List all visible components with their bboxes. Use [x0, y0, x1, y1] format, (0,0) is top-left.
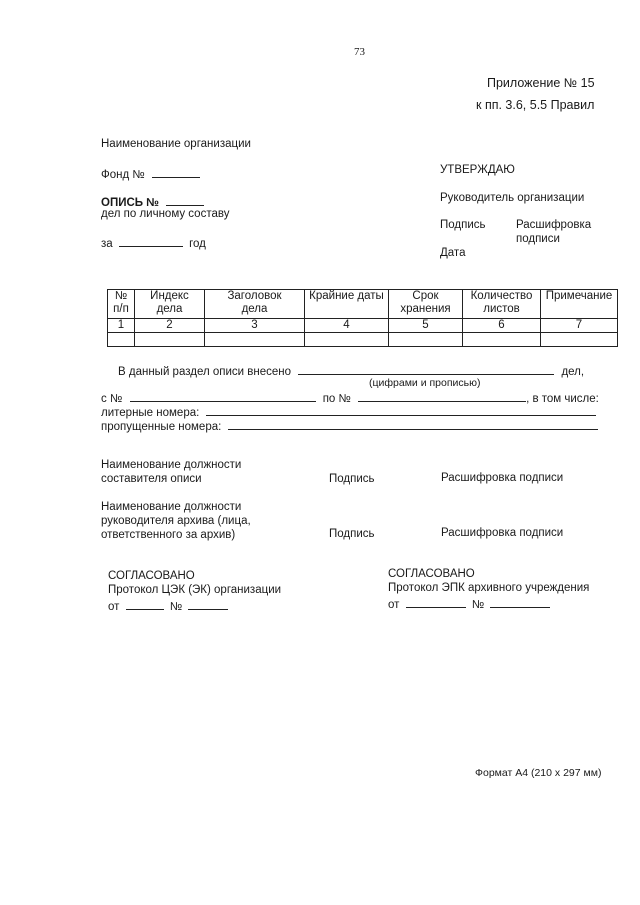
archive-head-line3: ответственного за архив): [101, 529, 236, 541]
table-cell: 3: [205, 319, 305, 333]
table-cell: 6: [463, 319, 541, 333]
agreed-left-date-field: [126, 598, 164, 610]
agreed-right-title: СОГЛАСОВАНО: [388, 568, 475, 580]
agreed-right-number-field: [490, 596, 550, 608]
table-cell: 4: [305, 319, 389, 333]
table-cell: [205, 333, 305, 347]
appendix-title: Приложение № 15: [487, 76, 595, 90]
agreed-left-title: СОГЛАСОВАНО: [108, 570, 195, 582]
header-case-title: Заголовок дела: [205, 290, 305, 319]
agreed-left-from-label: от: [108, 601, 120, 613]
archive-signature-label: Подпись: [329, 528, 375, 540]
compiler-position-line2: составителя описи: [101, 473, 202, 485]
table-cell: 2: [135, 319, 205, 333]
inventory-title: ОПИСЬ №: [101, 197, 160, 209]
approve-signature-label: Подпись: [440, 219, 486, 231]
letter-numbers-field: [206, 404, 596, 416]
missed-numbers-label: пропущенные номера:: [101, 421, 222, 433]
table-header-row: [108, 290, 618, 319]
entered-text: В данный раздел описи внесено: [118, 366, 292, 378]
table-cell: [541, 333, 618, 347]
table-cell: 1: [108, 319, 135, 333]
including-label: , в том числе:: [526, 393, 599, 405]
agreed-left-number-label: №: [169, 601, 183, 613]
table-cell: 5: [389, 319, 463, 333]
cases-word: дел,: [561, 366, 585, 378]
agreed-left-number-field: [188, 598, 228, 610]
from-label: с №: [101, 393, 123, 405]
inventory-subtitle: дел по личному составу: [101, 208, 230, 220]
organization-name-label: Наименование организации: [101, 138, 251, 150]
letter-numbers-label: литерные номера:: [101, 407, 200, 419]
agreed-right-date-line: [388, 596, 550, 613]
agreed-right-number-label: №: [471, 599, 485, 611]
approve-title: УТВЕРЖДАЮ: [440, 164, 515, 176]
missed-numbers-line: [101, 418, 598, 435]
compiler-decode-label: Расшифровка подписи: [441, 472, 564, 484]
year-line: [119, 235, 183, 247]
inventory-number-line: [166, 194, 204, 206]
header-storage-term: Срок хранения: [389, 290, 463, 319]
missed-numbers-field: [228, 418, 598, 430]
header-index: Индекс дела: [135, 290, 205, 319]
inventory-year-field: [101, 235, 206, 252]
fund-field: [101, 166, 200, 183]
archive-head-line2: руководителя архива (лица,: [101, 515, 251, 527]
compiler-position-line1: Наименование должности: [101, 459, 242, 471]
archive-head-line1: Наименование должности: [101, 501, 242, 513]
table-cell: [463, 333, 541, 347]
from-number-line: [130, 390, 316, 402]
year-prefix: за: [101, 238, 113, 250]
table-cell: [389, 333, 463, 347]
table-cell: 7: [541, 319, 618, 333]
fund-number-line: [152, 166, 200, 178]
approve-date-label: Дата: [440, 247, 466, 259]
table-number-row: [108, 319, 618, 333]
archive-decode-label: Расшифровка подписи: [441, 527, 564, 539]
header-sheet-count: Количество листов: [463, 290, 541, 319]
to-number-line: [358, 390, 526, 402]
appendix-reference: к пп. 3.6, 5.5 Правил: [476, 98, 595, 112]
year-suffix: год: [189, 238, 206, 250]
to-label: по №: [322, 393, 351, 405]
agreed-left-date-line: [108, 598, 228, 615]
approve-decode-line1: Расшифровка: [516, 219, 592, 231]
format-note: Формат А4 (210 х 297 мм): [475, 767, 602, 779]
agreed-right-from-label: от: [388, 599, 400, 611]
agreed-right-date-field: [406, 596, 466, 608]
agreed-right-protocol: Протокол ЭПК архивного учреждения: [388, 582, 590, 594]
table-cell: [305, 333, 389, 347]
header-dates: Крайние даты: [305, 290, 389, 319]
page-number: 73: [354, 46, 365, 58]
table-cell: [108, 333, 135, 347]
agreed-left-protocol: Протокол ЦЭК (ЭК) организации: [108, 584, 282, 596]
header-number: № п/п: [108, 290, 135, 319]
cases-count-line: [298, 363, 554, 375]
inventory-table: [107, 289, 618, 347]
table-empty-row: [108, 333, 618, 347]
compiler-signature-label: Подпись: [329, 473, 375, 485]
fund-label: Фонд №: [101, 169, 145, 181]
approve-head-label: Руководитель организации: [440, 192, 585, 204]
in-digits-note: (цифрами и прописью): [369, 377, 481, 389]
entered-cases-line: [118, 363, 584, 380]
table-cell: [135, 333, 205, 347]
approve-decode-line2: подписи: [516, 233, 560, 245]
header-note: Примечание: [541, 290, 618, 319]
